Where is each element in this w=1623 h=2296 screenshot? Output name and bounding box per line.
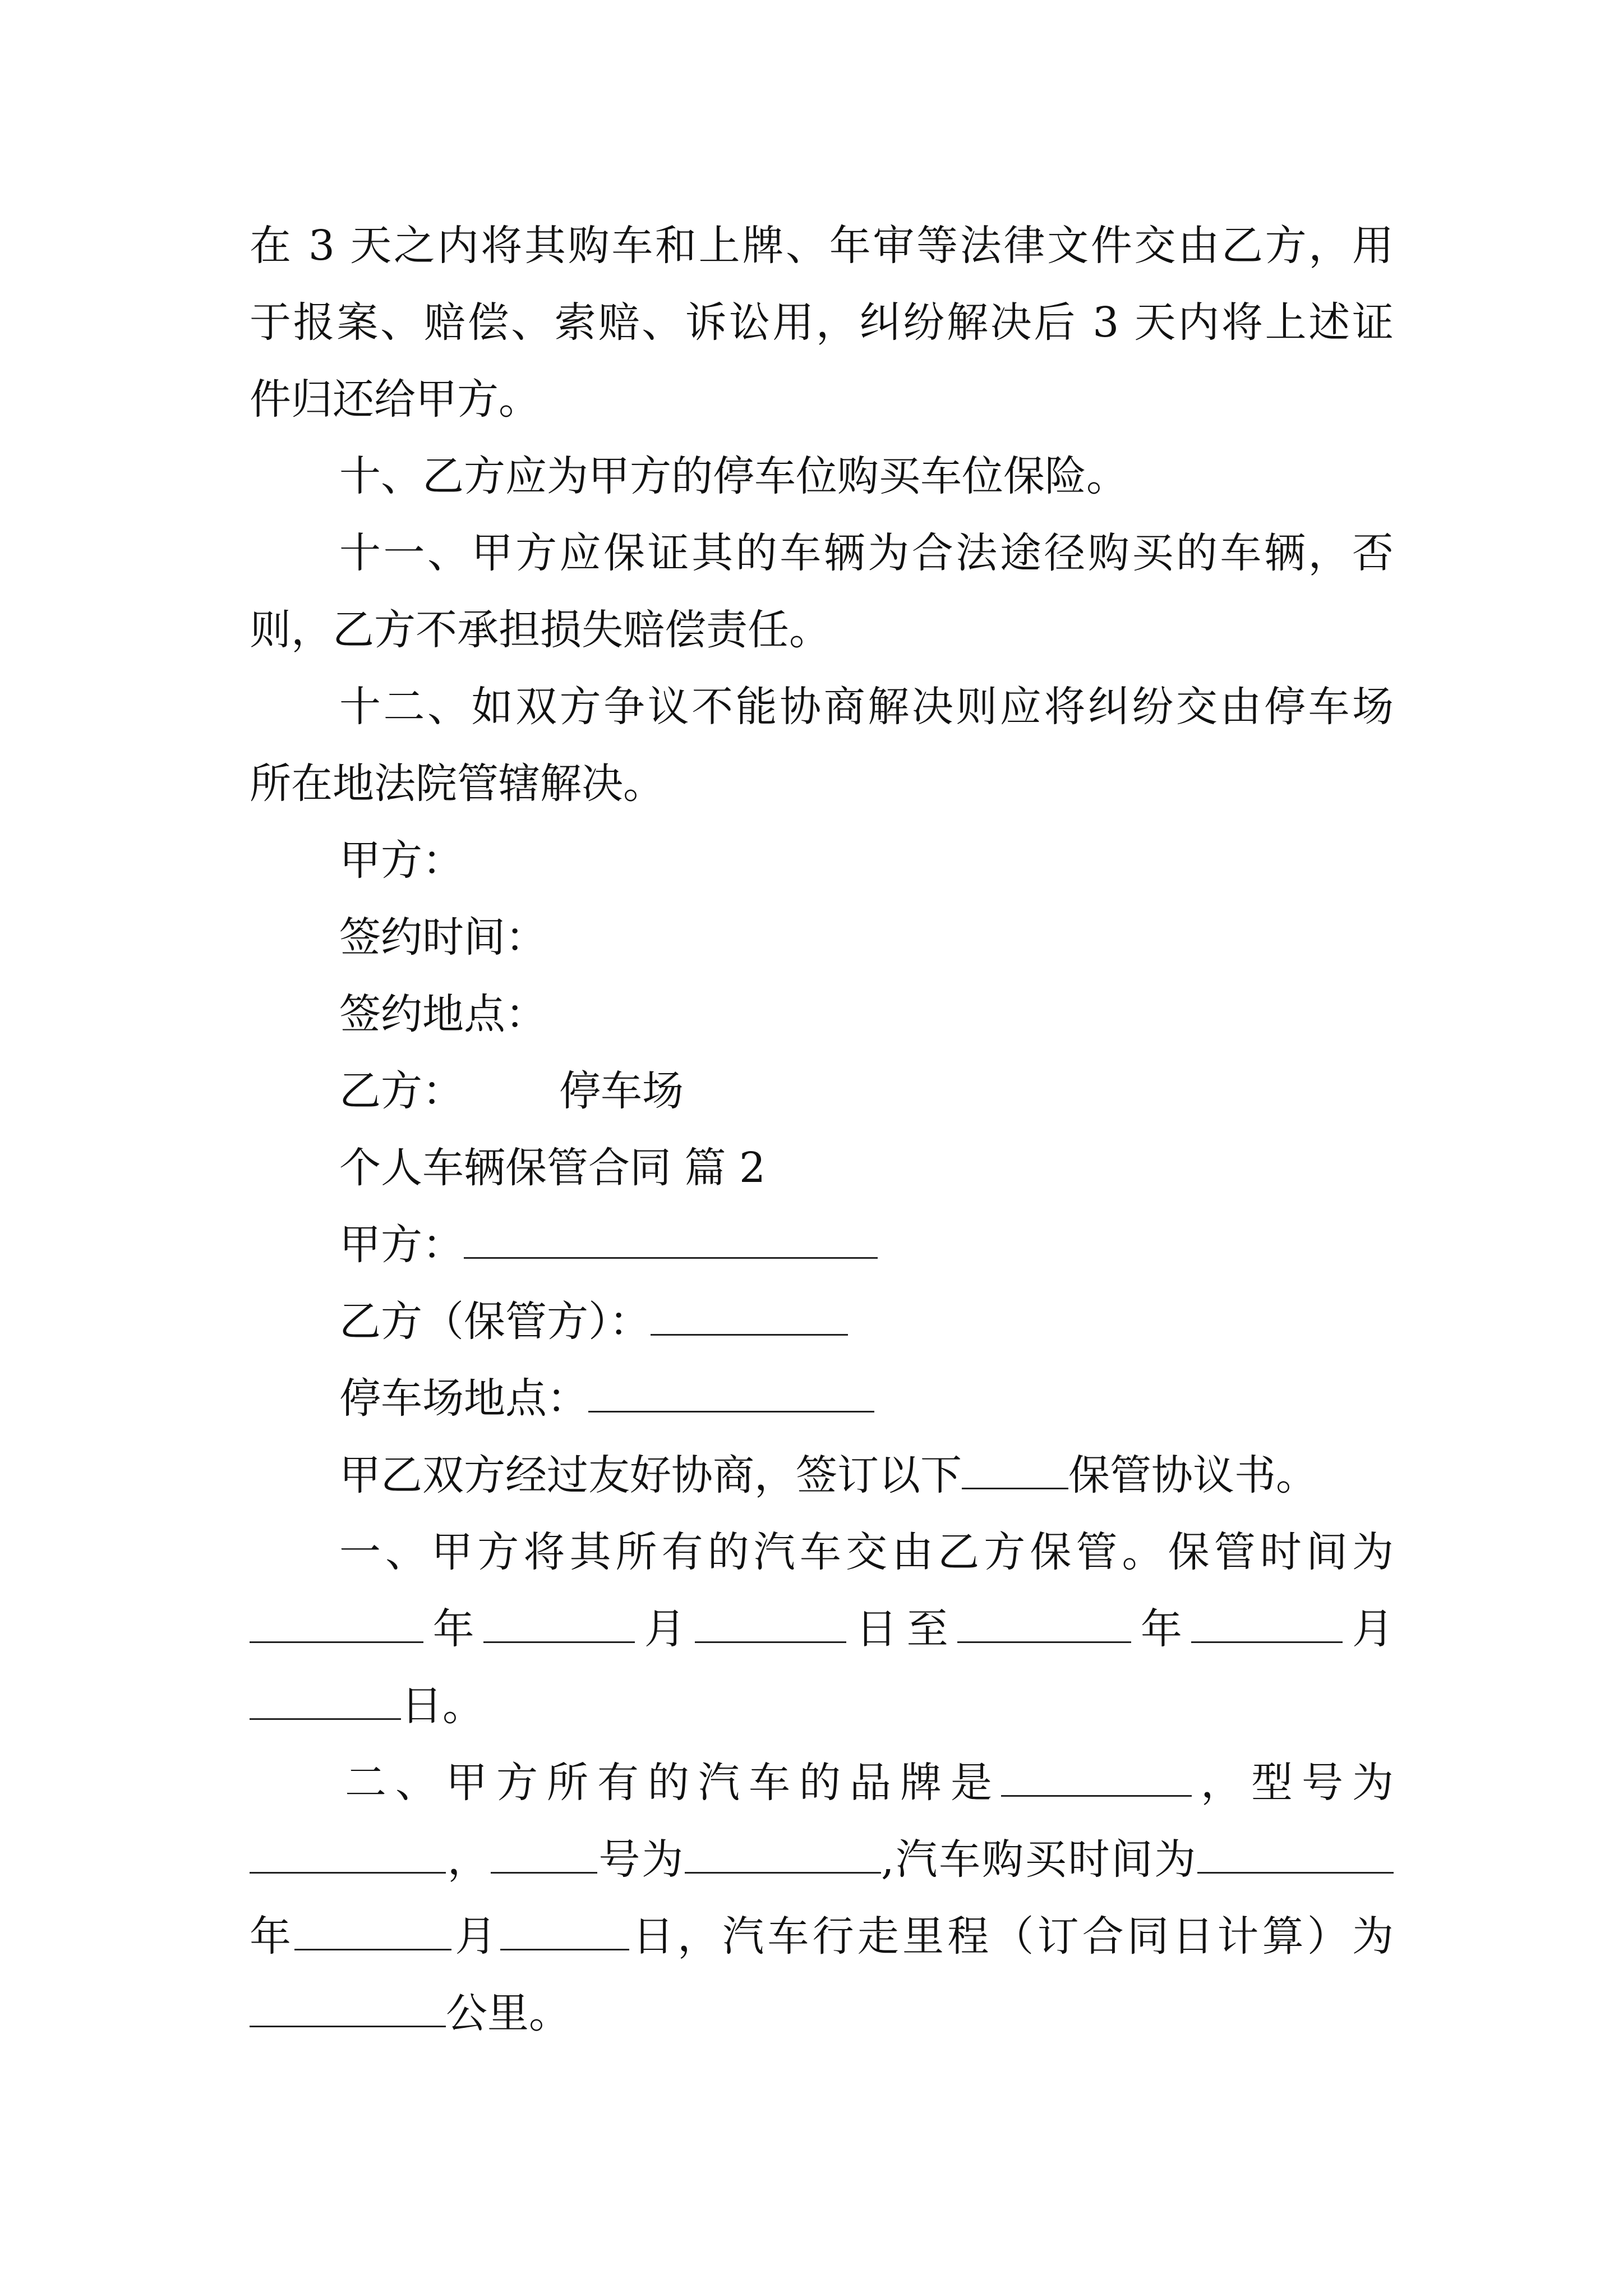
brand-label: 二、甲方所有的汽车的品牌是 bbox=[345, 1759, 1001, 1807]
end-year-blank bbox=[957, 1607, 1131, 1643]
month-label: 月 bbox=[635, 1605, 695, 1653]
model-label: ，型号为 bbox=[1192, 1759, 1394, 1807]
clause-1-end bbox=[250, 1668, 1394, 1745]
party-b-blank bbox=[651, 1299, 848, 1336]
section-title: 个人车辆保管合同 篇 2 bbox=[339, 1144, 766, 1192]
purchase-blank bbox=[1197, 1837, 1394, 1874]
start-month-blank bbox=[483, 1607, 635, 1643]
signature-party-b bbox=[250, 1053, 1394, 1130]
comma: ， bbox=[446, 1835, 491, 1884]
party-b-label: 乙方： bbox=[339, 1067, 464, 1115]
clause-2-line4 bbox=[250, 1975, 1394, 2052]
number-type-blank bbox=[491, 1837, 597, 1874]
day-end-label: 日。 bbox=[401, 1682, 484, 1730]
location-blank bbox=[588, 1376, 874, 1412]
clause-12: 十二、如双方争议不能协商解决则应将纠纷交由停车场 bbox=[339, 683, 1394, 731]
end-month-blank bbox=[1191, 1607, 1343, 1643]
km-label: 公里。 bbox=[446, 1989, 570, 2037]
clause-12-cont: 所在地法院管辖解决。 bbox=[250, 760, 665, 808]
clause-1: 一、甲方将其所有的汽车交由乙方保管。保管时间为 bbox=[339, 1528, 1394, 1576]
paragraph-line: 在 3 天之内将其购车和上牌、年审等法律文件交由乙方，用 bbox=[250, 222, 1394, 270]
paragraph-line: 件归还给甲方。 bbox=[250, 375, 540, 424]
purchase-label: ,汽车购买时间为 bbox=[881, 1835, 1198, 1884]
number-blank bbox=[685, 1837, 881, 1874]
clause-11: 十一、甲方应保证其的车辆为合法途径购买的车辆，否 bbox=[339, 529, 1394, 577]
signature-place: 签约地点： bbox=[339, 990, 547, 1038]
year-label: 年 bbox=[423, 1605, 484, 1653]
mileage-label: 日，汽车行走里程（订合同日计算）为 bbox=[629, 1912, 1394, 1961]
clause-2-line2 bbox=[250, 1821, 1394, 1898]
document-page bbox=[250, 208, 1394, 2052]
party-b-label: 乙方（保管方）： bbox=[339, 1297, 651, 1346]
clause-11-cont: 则，乙方不承担损失赔偿责任。 bbox=[250, 606, 831, 654]
month-label: 月 bbox=[1343, 1605, 1394, 1653]
purchase-month-blank bbox=[294, 1914, 451, 1950]
month-label: 月 bbox=[451, 1912, 500, 1961]
signature-party-a: 甲方： bbox=[339, 836, 464, 885]
agreement-type-blank bbox=[962, 1453, 1068, 1489]
intro-pre: 甲乙双方经过友好协商，签订以下 bbox=[339, 1451, 962, 1499]
paragraph-line: 于报案、赔偿、索赔、诉讼用，纠纷解决后 3 天内将上述证 bbox=[250, 298, 1394, 347]
number-label: 号为 bbox=[597, 1835, 685, 1884]
model-blank bbox=[250, 1837, 446, 1874]
location-label: 停车场地点： bbox=[339, 1374, 588, 1423]
clause-10: 十、乙方应为甲方的停车位购买车位保险。 bbox=[339, 452, 1128, 500]
start-year-blank bbox=[250, 1607, 423, 1643]
clause-1-dates bbox=[250, 1591, 1394, 1668]
party-b-value: 停车场 bbox=[559, 1067, 684, 1115]
mileage-blank bbox=[250, 1991, 446, 2027]
party-a-blank bbox=[464, 1222, 878, 1259]
year-label: 年 bbox=[250, 1912, 295, 1961]
end-day-blank bbox=[250, 1683, 401, 1720]
purchase-day-blank bbox=[500, 1914, 629, 1950]
contract-party-a bbox=[250, 1207, 1394, 1283]
signature-date: 签约时间： bbox=[339, 913, 547, 961]
parking-location bbox=[250, 1360, 1394, 1437]
contract-party-b bbox=[250, 1283, 1394, 1360]
year-label: 年 bbox=[1131, 1605, 1192, 1653]
intro-line bbox=[250, 1437, 1394, 1514]
party-a-label: 甲方： bbox=[339, 1221, 464, 1269]
start-day-blank bbox=[695, 1607, 846, 1643]
clause-2 bbox=[250, 1745, 1394, 1821]
clause-2-line3 bbox=[250, 1898, 1394, 1975]
brand-blank bbox=[1001, 1760, 1192, 1797]
day-to-label: 日至 bbox=[846, 1605, 958, 1653]
intro-post: 保管协议书。 bbox=[1068, 1451, 1317, 1499]
